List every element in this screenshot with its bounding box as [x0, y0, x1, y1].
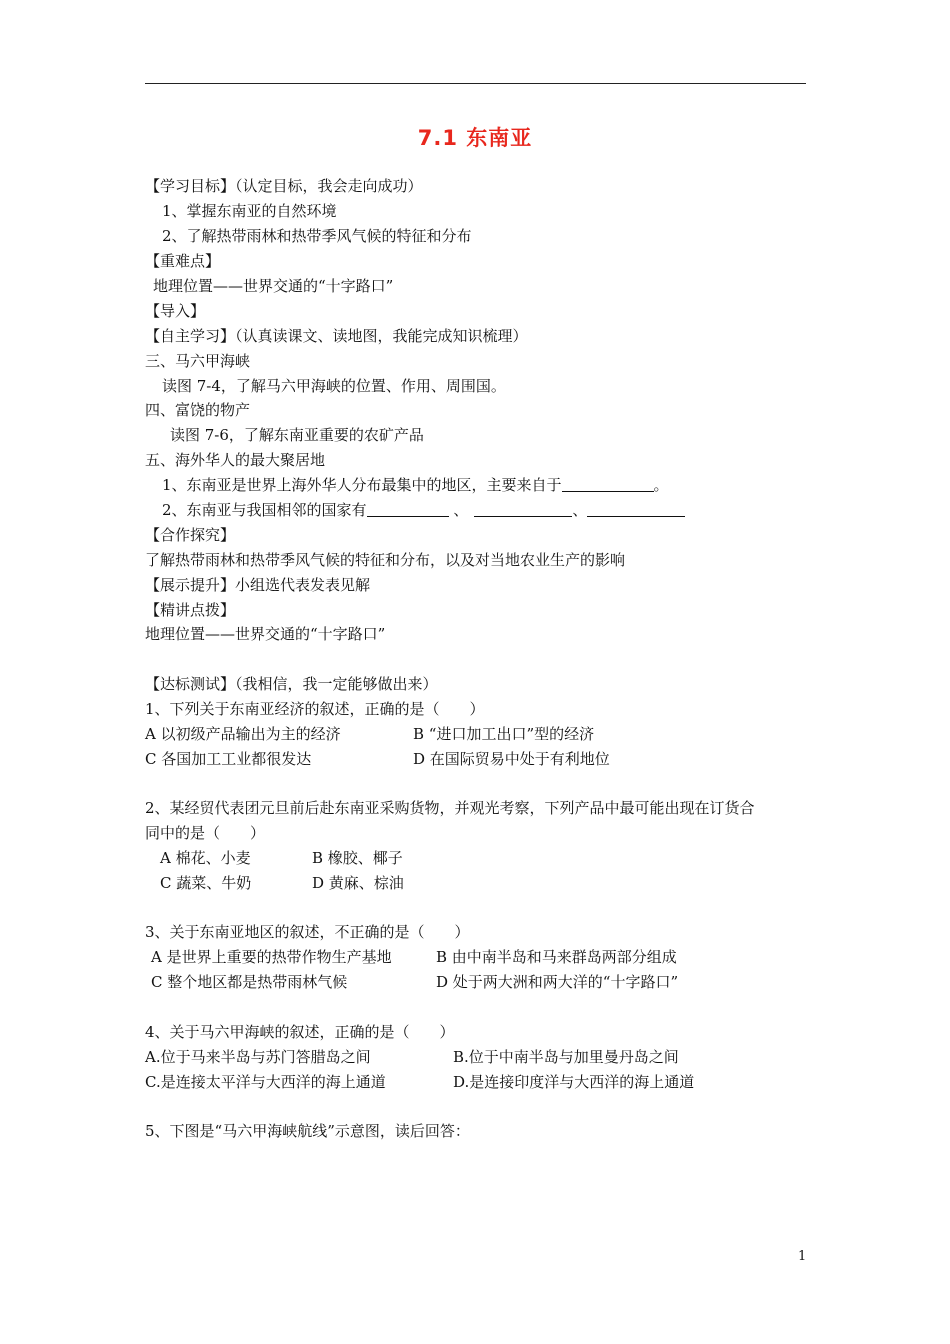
q2-stem-line-1: 2、某经贸代表团元旦前后赴东南亚采购货物，并观光考察，下列产品中最可能出现在订货合 [145, 799, 755, 817]
goal-item-2: 2、了解热带雨林和热带季风气候的特征和分布 [162, 227, 472, 245]
q2-option-c: C 蔬菜、牛奶 [160, 874, 252, 892]
q1-option-c: C 各国加工工业都很发达 [145, 750, 312, 768]
key-points-heading: 【重难点】 [145, 252, 221, 270]
answer-blank[interactable] [474, 501, 572, 517]
separator: 、 [448, 501, 469, 519]
self-study-heading: 【自主学习】（认真读课文、读地图，我能完成知识梳理） [145, 327, 528, 345]
q4-stem: 4、关于马六甲海峡的叙述，正确的是（ ） [145, 1023, 455, 1041]
section-4-text: 读图 7-6，了解东南亚重要的农矿产品 [170, 426, 424, 444]
page-title: 7.1 东南亚 [417, 126, 533, 150]
section-5-title: 五、海外华人的最大聚居地 [145, 451, 326, 469]
q3-option-d: D 处于两大洲和两大洋的“十字路口” [436, 973, 679, 991]
section-5-q1-text: 1、东南亚是世界上海外华人分布最集中的地区，主要来自于 [162, 476, 562, 494]
coop-text: 了解热带雨林和热带季风气候的特征和分布，以及对当地农业生产的影响 [145, 551, 626, 569]
lecture-heading: 【精讲点拨】 [145, 601, 236, 619]
goal-item-1: 1、掌握东南亚的自然环境 [162, 202, 337, 220]
page-number: 1 [798, 1249, 807, 1264]
q2-option-d: D 黄麻、棕油 [312, 874, 404, 892]
q1-option-a: A 以初级产品输出为主的经济 [145, 725, 341, 743]
q1-option-d: D 在国际贸易中处于有利地位 [413, 750, 610, 768]
section-3-title: 三、马六甲海峡 [145, 352, 251, 370]
show-heading: 【展示提升】小组选代表发表见解 [145, 576, 371, 594]
q2-stem-line-2: 同中的是（ ） [145, 824, 266, 842]
answer-blank[interactable] [562, 476, 654, 492]
q3-option-c: C 整个地区都是热带雨林气候 [151, 973, 348, 991]
q3-option-b: B 由中南半岛和马来群岛两部分组成 [436, 948, 677, 966]
q3-option-a: A 是世界上重要的热带作物生产基地 [151, 948, 392, 966]
header-rule [145, 83, 806, 84]
section-4-title: 四、富饶的物产 [145, 401, 251, 419]
separator: 、 [572, 501, 588, 519]
section-5-q1 [162, 474, 669, 496]
q2-option-b: B 橡胶、椰子 [312, 849, 403, 867]
goals-heading: 【学习目标】（认定目标，我会走向成功） [145, 177, 423, 195]
section-5-q2-text: 2、东南亚与我国相邻的国家有 [162, 501, 367, 519]
q4-option-c: C.是连接太平洋与大西洋的海上通道 [145, 1073, 386, 1091]
answer-blank[interactable] [367, 501, 449, 517]
answer-blank[interactable] [587, 501, 685, 517]
intro-heading: 【导入】 [145, 302, 206, 320]
q4-option-b: B.位于中南半岛与加里曼丹岛之间 [453, 1048, 679, 1066]
q2-option-a: A 棉花、小麦 [160, 849, 251, 867]
q1-stem: 1、下列关于东南亚经济的叙述，正确的是（ ） [145, 700, 485, 718]
q4-option-a: A.位于马来半岛与苏门答腊岛之间 [145, 1048, 371, 1066]
q3-stem: 3、关于东南亚地区的叙述，不正确的是（ ） [145, 923, 470, 941]
q4-option-d: D.是连接印度洋与大西洋的海上通道 [453, 1073, 695, 1091]
q5-stem: 5、下图是“马六甲海峡航线”示意图，读后回答： [145, 1122, 470, 1140]
section-5-q1-end: 。 [653, 476, 669, 494]
key-points-text: 地理位置——世界交通的“十字路口” [153, 277, 394, 295]
test-heading: 【达标测试】（我相信，我一定能够做出来） [145, 675, 438, 693]
q1-option-b: B “进口加工出口”型的经济 [413, 725, 595, 743]
section-5-q2 [162, 499, 685, 521]
section-3-text: 读图 7-4，了解马六甲海峡的位置、作用、周围国。 [162, 377, 506, 395]
lecture-text: 地理位置——世界交通的“十字路口” [145, 625, 386, 643]
coop-heading: 【合作探究】 [145, 526, 236, 544]
